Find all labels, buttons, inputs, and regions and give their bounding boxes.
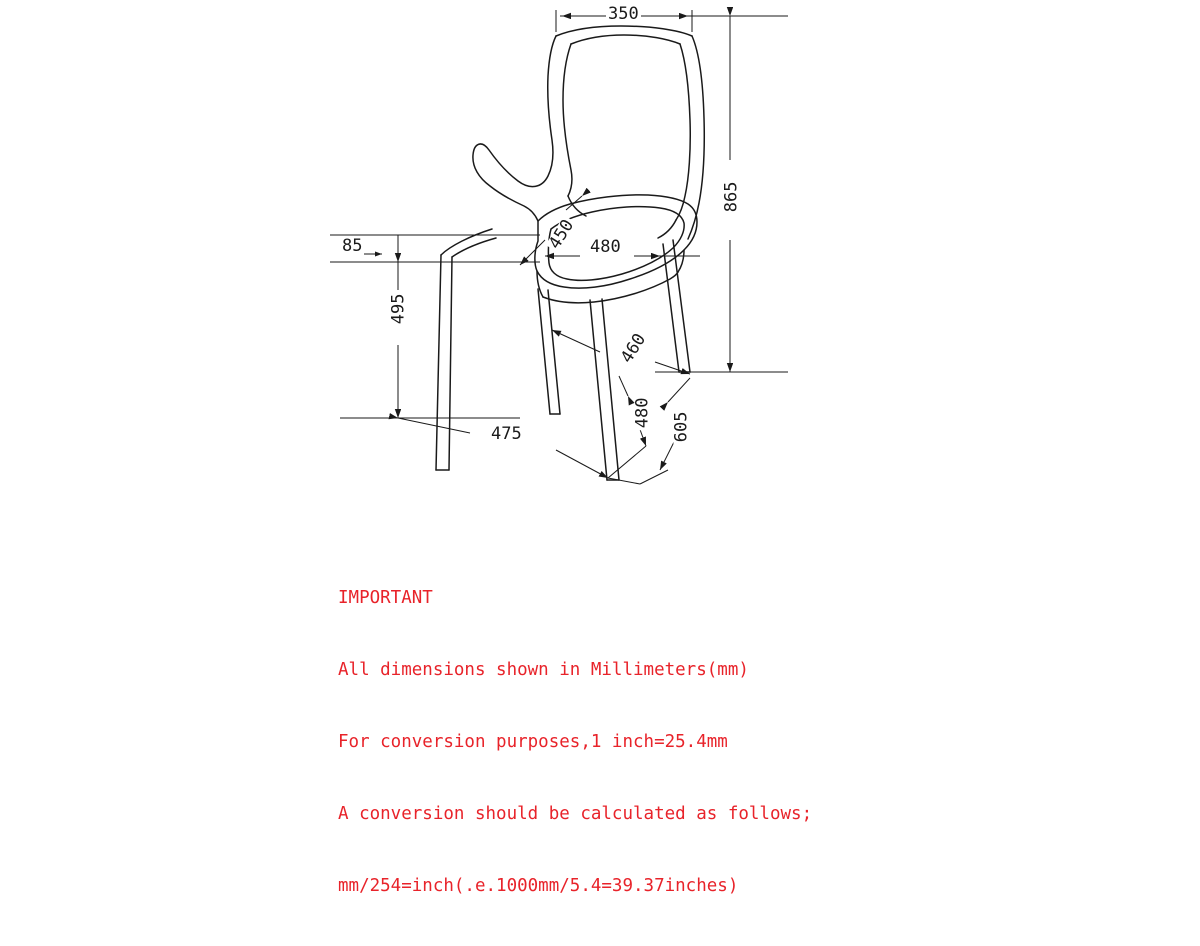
notes-line-4: mm/254=inch(.e.1000mm/5.4=39.37inches) (338, 876, 739, 896)
dim-base-diagonal: 605 (671, 411, 692, 443)
dim-base-width: 475 (491, 424, 522, 444)
dim-seat-depth: 450 (544, 216, 579, 253)
dim-base-depth: 480 (632, 397, 653, 429)
dim-seat-height: 495 (388, 293, 409, 325)
notes-line-1: All dimensions shown in Millimeters(mm) (338, 660, 749, 680)
important-notes (338, 538, 812, 946)
dim-top-width: 350 (608, 4, 639, 24)
notes-line-3: A conversion should be calculated as follows; (338, 804, 813, 824)
dim-cushion-thickness: 85 (342, 236, 363, 256)
chair-outline (436, 26, 704, 480)
notes-line-2: For conversion purposes,1 inch=25.4mm (338, 732, 728, 752)
dim-overall-height: 865 (721, 181, 742, 213)
dim-leg-spread: 460 (616, 330, 651, 367)
notes-heading: IMPORTANT (338, 588, 433, 608)
dim-seat-width: 480 (590, 237, 621, 257)
